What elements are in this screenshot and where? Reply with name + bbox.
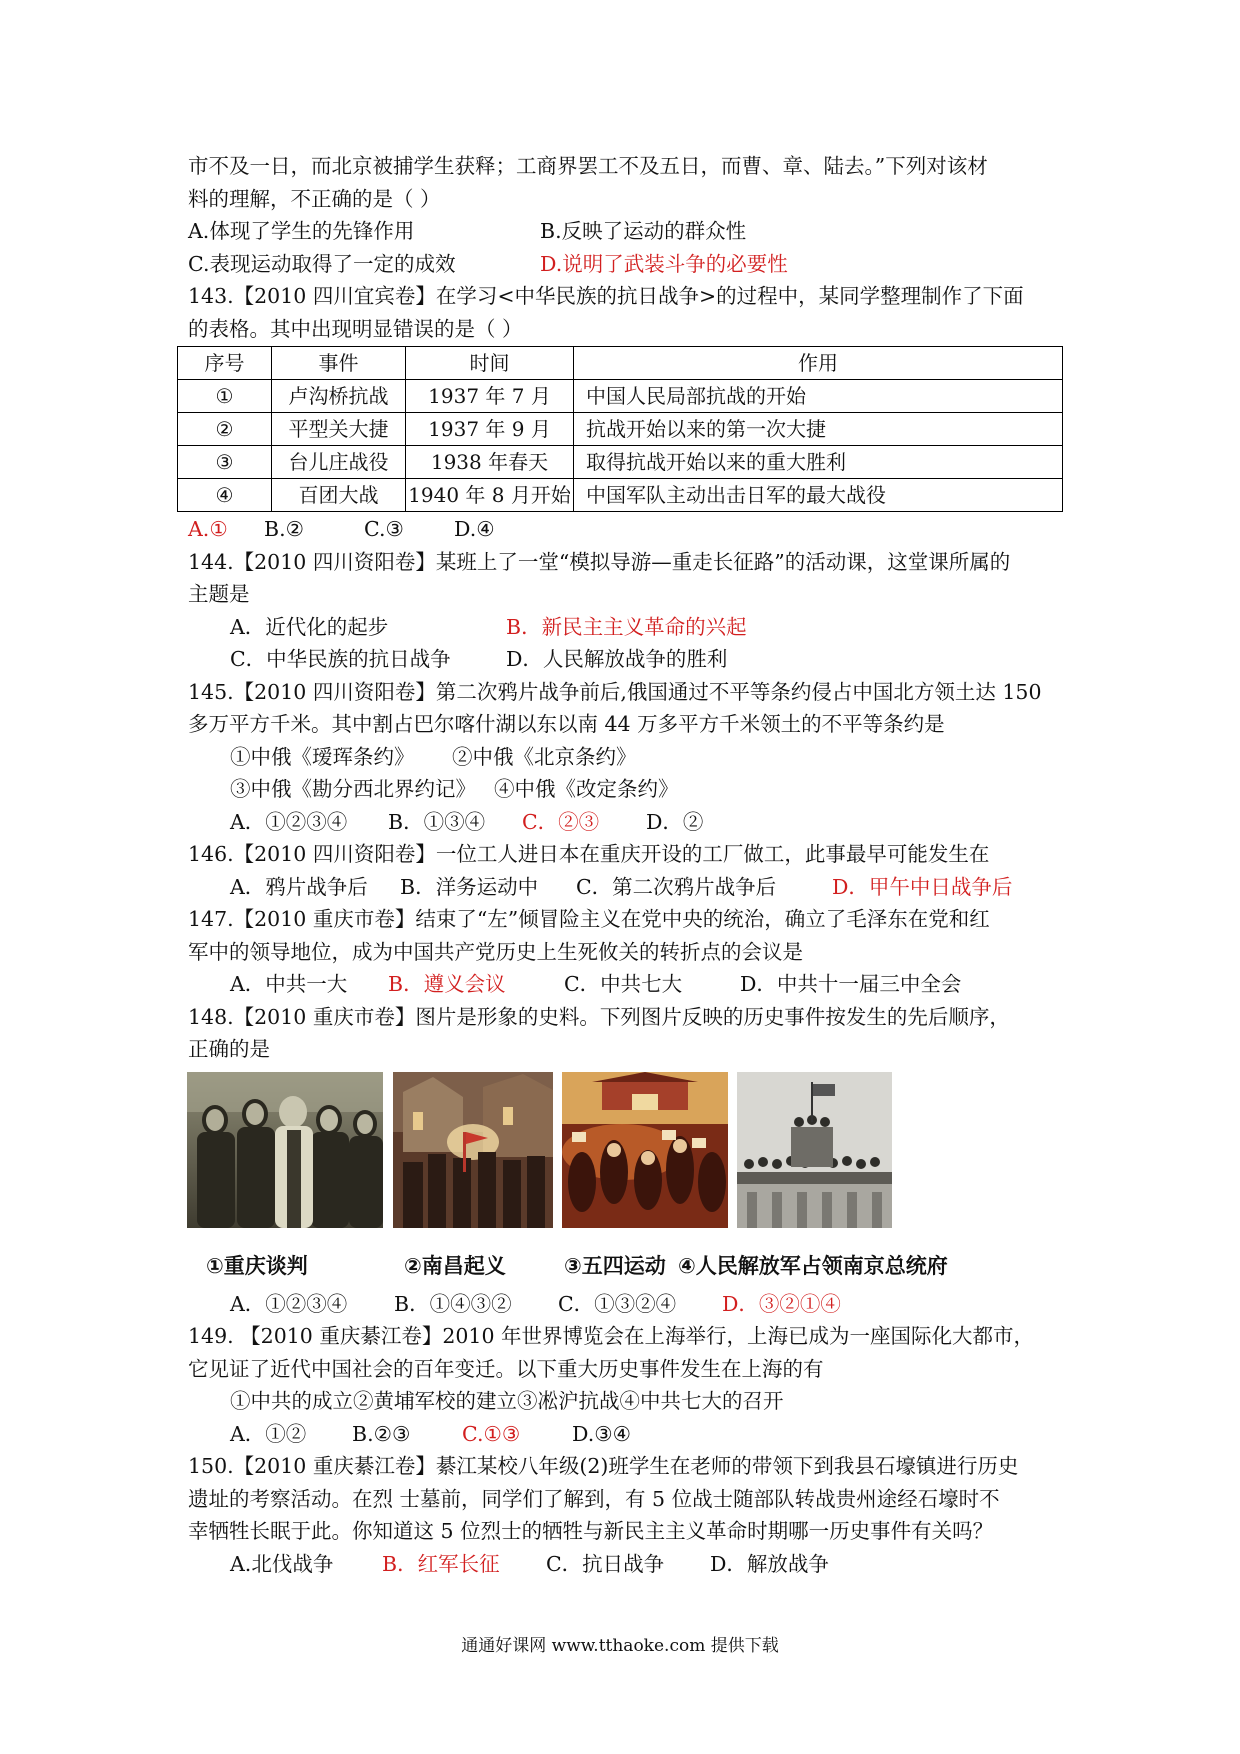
option-d: D．中共十一届三中全会 (740, 972, 962, 996)
option-c: C．抗日战争 (546, 1551, 665, 1576)
table-cell: 1937 年 9 月 (406, 413, 574, 446)
option-c: C．中共七大 (564, 972, 683, 996)
option-c: C．第二次鸦片战争后 (576, 874, 777, 899)
exam-page (188, 150, 1063, 1580)
events-table (177, 346, 1063, 512)
table-cell: ② (178, 413, 272, 446)
table-cell: 中国军队主动出击日军的最大战役 (574, 479, 1063, 512)
question-149-text: 149. 【2010 重庆綦江卷】2010 年世界博览会在上海举行，上海已成为一座国际化大都市， (188, 1324, 1035, 1348)
treaty-item: ①中俄《瑷珲条约》 (230, 744, 415, 769)
table-cell: 1937 年 7 月 (406, 380, 574, 413)
option-b: B．洋务运动中 (400, 874, 539, 899)
question-149-items: ①中共的成立②黄埔军校的建立③凇沪抗战④中共七大的召开 (230, 1389, 784, 1413)
question-145-items (188, 741, 1063, 774)
photo-captions (188, 1250, 1063, 1284)
option-b: B.反映了运动的群众性 (540, 219, 747, 243)
option-c: C.表现运动取得了一定的成效 (188, 251, 456, 276)
answer-option-c: C．②③ (522, 809, 600, 834)
question-145-text: 145.【2010 四川资阳卷】第二次鸦片战争前后,俄国通过不平等条约侵占中国北方领土达 150 (188, 679, 1042, 704)
answer-option-d: D．③②①④ (722, 1291, 841, 1316)
question-146-options (188, 871, 1063, 904)
table-cell: 1938 年春天 (406, 446, 574, 479)
option-c: C.③ (364, 517, 404, 541)
option-a: A．①②③④ (230, 809, 348, 834)
question-145-options (188, 806, 1063, 839)
answer-option-b: B．遵义会议 (388, 972, 506, 996)
option-a: A．①② (230, 1421, 307, 1446)
question-144-options (188, 643, 1063, 676)
question-149-text: 它见证了近代中国社会的百年变迁。以下重大历史事件发生在上海的有 (188, 1356, 824, 1381)
option-b: B.②③ (352, 1421, 411, 1446)
question-142-options (188, 215, 1063, 248)
question-148-text: 148.【2010 重庆市卷】图片是形象的史料。下列图片反映的历史事件按发生的先后顺序， (188, 1004, 1010, 1029)
option-b: B．①③④ (388, 809, 486, 834)
question-150-text: 150.【2010 重庆綦江卷】綦江某校八年级(2)班学生在老师的带领下到我县石壕镇进行历史 (188, 1454, 1019, 1478)
photo-caption: ①重庆谈判 (206, 1253, 308, 1278)
option-d: D．人民解放战争的胜利 (506, 647, 728, 671)
table-cell: 取得抗战开始以来的重大胜利 (574, 446, 1063, 479)
table-row (178, 446, 1063, 479)
question-149-options (188, 1418, 1063, 1451)
option-a: A．中共一大 (230, 972, 348, 996)
question-150-text: 幸牺牲长眠于此。你知道这 5 位烈士的牺牲与新民主主义革命时期哪一历史事件有关吗？ (188, 1519, 994, 1543)
option-c: C．①③②④ (558, 1291, 677, 1316)
table-cell: ③ (178, 446, 272, 479)
answer-option-d: D.说明了武装斗争的必要性 (540, 251, 788, 276)
question-150-text: 遗址的考察活动。在烈 士墓前，同学们了解到，有 5 位战士随部队转战贵州途经石壕时不 (188, 1486, 1000, 1511)
photo-strip (187, 1072, 1063, 1230)
question-147-text: 军中的领导地位，成为中国共产党历史上生死攸关的转折点的会议是 (188, 939, 803, 964)
answer-option-a: A.① (188, 517, 228, 541)
option-d: D．解放战争 (710, 1551, 829, 1576)
answer-option-b: B．红军长征 (382, 1551, 500, 1576)
table-cell: 百团大战 (272, 479, 406, 512)
question-145-text: 多万平方千米。其中割占巴尔喀什湖以东以南 44 万多平方千米领土的不平等条约是 (188, 712, 945, 736)
table-cell: ① (178, 380, 272, 413)
photo-nanchang-uprising (393, 1072, 553, 1228)
option-d: D.③④ (572, 1421, 631, 1446)
table-cell: 1940 年 8 月开始 (406, 479, 574, 512)
option-a: A.体现了学生的先锋作用 (188, 219, 415, 243)
table-cell: 平型关大捷 (272, 413, 406, 446)
photo-caption: ③五四运动 (564, 1253, 666, 1278)
question-148-options (188, 1288, 1063, 1321)
table-header-cell: 时间 (406, 347, 574, 380)
option-a: A．①②③④ (230, 1291, 348, 1316)
option-d: D.④ (454, 517, 495, 541)
question-150-options (188, 1548, 1063, 1581)
question-147-options (188, 968, 1063, 1001)
question-144-options (188, 611, 1063, 644)
option-d: D．② (646, 809, 704, 834)
photo-caption: ④人民解放军占领南京总统府 (678, 1253, 948, 1278)
question-148-text: 正确的是 (188, 1037, 270, 1061)
option-a: A．近代化的起步 (230, 614, 389, 639)
treaty-item: ③中俄《勘分西北界约记》 (230, 777, 476, 801)
photo-nanjing-presidential-palace (737, 1072, 892, 1228)
table-row (178, 380, 1063, 413)
question-144-text: 144.【2010 四川资阳卷】某班上了一堂“模拟导游—重走长征路”的活动课，这堂课所属的 (188, 549, 1011, 574)
answer-option-d: D．甲午中日战争后 (832, 874, 1013, 899)
option-a: A.北伐战争 (230, 1551, 334, 1576)
option-b: B.② (264, 517, 304, 541)
table-header-cell: 序号 (178, 347, 272, 380)
table-cell: 卢沟桥抗战 (272, 380, 406, 413)
question-143-text: 143.【2010 四川宜宾卷】在学习<中华民族的抗日战争>的过程中，某同学整理制作了下面 (188, 284, 1024, 308)
page-footer: 通通好课网 www.tthaoke.com 提供下载 (461, 1636, 779, 1656)
table-cell: 抗战开始以来的第一次大捷 (574, 413, 1063, 446)
table-row (178, 479, 1063, 512)
treaty-item: ④中俄《改定条约》 (494, 777, 679, 801)
table-row (178, 413, 1063, 446)
answer-option-c: C.①③ (462, 1421, 521, 1446)
treaty-item: ②中俄《北京条约》 (452, 744, 637, 769)
question-146-text: 146.【2010 四川资阳卷】一位工人进日本在重庆开设的工厂做工，此事最早可能发生在 (188, 842, 990, 866)
question-143-options (188, 513, 1063, 546)
table-cell: 台儿庄战役 (272, 446, 406, 479)
option-b: B．①④③② (394, 1291, 512, 1316)
table-cell: 中国人民局部抗战的开始 (574, 380, 1063, 413)
photo-caption: ②南昌起义 (404, 1253, 506, 1278)
question-142-text: 市不及一日，而北京被捕学生获释；工商界罢工不及五日，而曹、章、陆去。”下列对该材 (188, 154, 988, 178)
option-a: A．鸦片战争后 (230, 874, 368, 899)
table-header-row (178, 347, 1063, 380)
question-142-text: 料的理解，不正确的是（ ） (188, 186, 441, 211)
question-145-items (188, 773, 1063, 806)
answer-option-b: B．新民主主义革命的兴起 (506, 614, 747, 639)
question-142-options (188, 248, 1063, 281)
question-147-text: 147.【2010 重庆市卷】结束了“左”倾冒险主义在党中央的统治，确立了毛泽东在党和红 (188, 907, 990, 931)
table-header-cell: 作用 (574, 347, 1063, 380)
table-header-cell: 事件 (272, 347, 406, 380)
table-cell: ④ (178, 479, 272, 512)
photo-chongqing-negotiation (187, 1072, 383, 1228)
option-c: C．中华民族的抗日战争 (230, 647, 451, 671)
question-143-text: 的表格。其中出现明显错误的是（ ） (188, 316, 523, 341)
photo-may-fourth-movement (562, 1072, 728, 1228)
question-144-text: 主题是 (188, 582, 250, 606)
